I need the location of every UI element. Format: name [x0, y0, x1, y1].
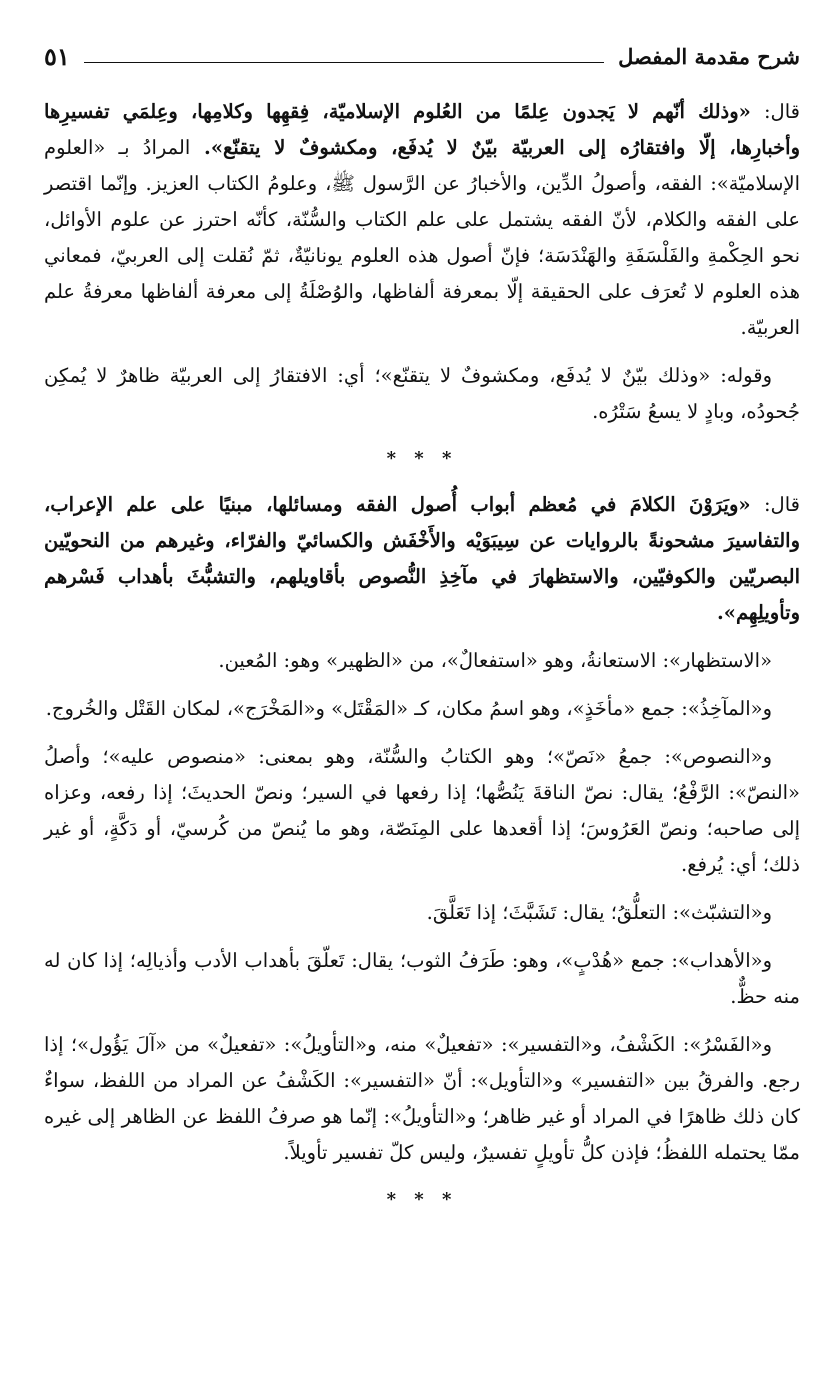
gloss-istizhar: «الاستظهار»: الاستعانةُ، وهو «استفعالٌ»، من «الظهير» وهو: المُعين. — [218, 649, 772, 672]
quote-lead: قال: — [763, 493, 800, 516]
header-rule — [84, 62, 604, 63]
gloss-fasr: و«الفَسْرُ»: الكَشْفُ، و«التفسير»: «تفعيلٌ» منه، و«التأويلُ»: «تفعيلٌ» من «آلَ يَؤُول»؛ إذا رجع. والفرقُ بين «التفسير» و«التأويل»: أنّ «التفسير»: الكَشْفُ عن المراد من اللفظ، سواءٌ كان ذلك ظاهرًا في المراد أو غير ظاهر؛ و«التأويلُ»: إنّما هو صرفُ اللفظ عن الظاهر إلى غيره ممّا يحتمله اللفظُ؛ فإذن كلُّ تأويلٍ تفسيرٌ، وليس كلّ تفسير تأويلاً. — [44, 1033, 800, 1164]
section-separator: * * * — [386, 448, 458, 469]
quote-paragraph-1 — [44, 94, 800, 346]
quote-text: «وذلك أنّهم لا يَجدون عِلمًا من العُلوم الإسلاميّة، فِقهِها وكلامِها، وعِلمَي تفسيرِها وأخبارِها، إلّا وافتقارُه إلى العربيّة بيّنٌ لا يُدفَع، ومكشوفٌ لا يتقنّع». — [44, 100, 800, 159]
gloss-maakhidh: و«المآخِذُ»: جمع «مأخَذٍ»، وهو اسمُ مكان، كـ «المَقْتَل» و«المَخْرَج»، لمكان القَتْل والخُروج. — [45, 697, 772, 720]
quote-paragraph-2 — [44, 487, 800, 631]
gloss-nusus: و«النصوص»: جمعُ «نَصّ»؛ وهو الكتابُ والسُّنّة، وهو بمعنى: «منصوص عليه»؛ وأصلُ «النصّ»: الرَّفْعُ؛ يقال: نصّ الناقةَ يَنُصُّها؛ إذا رفعها في السير؛ ونصّ الحديثَ؛ إذا رفعه، وعزاه إلى صاحبه؛ ونصّ العَرُوسَ؛ إذا أقعدها على المِنَصّة، وهو ما يُنصّ من كُرسيّ، أو دَكَّةٍ، أو غير ذلك؛ أي: يُرفع. — [44, 745, 800, 876]
running-title: شرح مقدمة المفصل — [618, 43, 800, 69]
quote-text: «ويَرَوْنَ الكلامَ في مُعظم أبواب أُصول الفقه ومسائلها، مبنيًا على علم الإعراب، والتفاسيرَ مشحونةً بالروايات عن سِيبَوَيْه والأَخْفَش والكسائيّ والفرّاء، وغيرهم من النحويّين البصريّين والكوفيّين، والاستظهارَ في مآخِذِ النُّصوص بأقاويلهم، والتشبُّثَ بأهداب فَسْرهم وتأويلِهِم». — [44, 493, 800, 624]
page-header — [44, 38, 800, 74]
section-separator: * * * — [386, 1189, 458, 1210]
paragraph-2: وقوله: «وذلك بيّنٌ لا يُدفَع، ومكشوفٌ لا يتقنّع»؛ أي: الافتقارُ إلى العربيّة ظاهرٌ لا يُمكِن جُحودُه، وبادٍ لا يسعُ سَتْرُه. — [44, 364, 800, 423]
gloss-ahdab: و«الأهداب»: جمع «هُدْبٍ»، وهو: طَرَفُ الثوب؛ يقال: تَعلّقَ بأهداب الأدب وأذيالِه؛ إذا كان له منه حظٌّ. — [44, 949, 800, 1008]
gloss-tashabbuth: و«التشبّث»: التعلُّقُ؛ يقال: تَشَبَّثَ؛ إذا تَعَلَّقَ. — [426, 901, 772, 924]
quote-lead: قال: — [763, 100, 800, 123]
commentary-text: المرادُ بـ «العلوم الإسلاميّة»: الفقه، وأصولُ الدِّين، والأخبارُ عن الرَّسول ﷺ، وعلومُ الكتاب العزيز. وإنّما اقتصر على الفقه والكلام، لأنّ الفقه يشتمل على علم الكتاب والسُّنّة، كأنّه احترز عن علوم الأوائل، نحو الحِكْمةِ والفَلْسَفَةِ والهَنْدَسَة؛ فإنّ أصول هذه العلوم يونانيّةٌ، ثمّ نُقلت إلى العربيّ، فمعاني هذه العلوم لا تُعرَف على الحقيقة إلّا بمعرفة ألفاظها، والوُصْلَةُ إلى معرفة ألفاظها معرفةُ علم العربيّة. — [44, 136, 800, 339]
page-number: ٥١ — [44, 41, 70, 71]
body-text — [44, 94, 800, 1210]
